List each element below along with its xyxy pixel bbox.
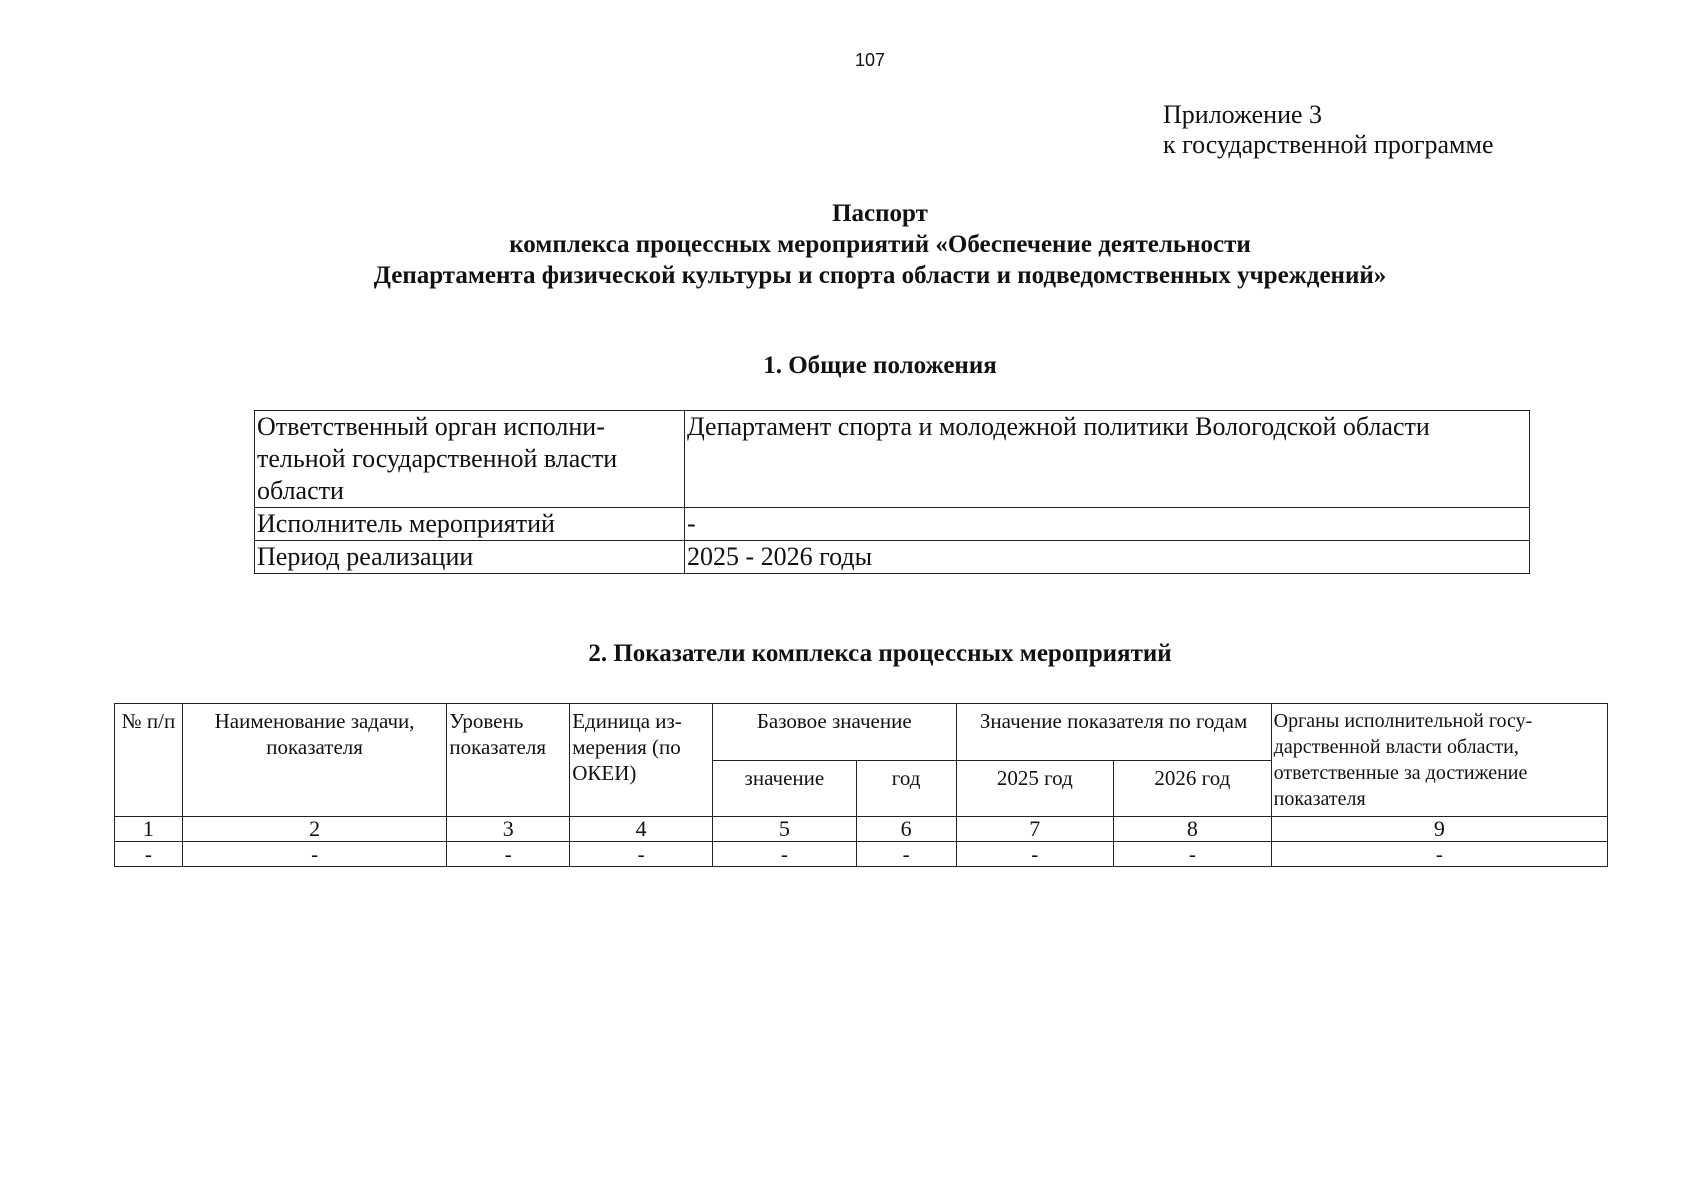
column-number: 9 bbox=[1271, 817, 1607, 842]
header-year-2026: 2026 год bbox=[1114, 760, 1272, 817]
row-value: 2025 - 2026 годы bbox=[685, 541, 1530, 574]
table-cell: - bbox=[115, 842, 183, 867]
appendix-line-2: к государственной программе bbox=[1163, 130, 1494, 159]
header-name: Наименование задачи, показателя bbox=[182, 704, 447, 817]
table-cell: - bbox=[570, 842, 713, 867]
table-row bbox=[255, 541, 1530, 574]
header-responsible-org: Органы исполнительной госу-дарственной власти области, ответственные за достижение показателя bbox=[1271, 704, 1607, 817]
header-values-by-year: Значение показателя по годам bbox=[956, 704, 1271, 761]
table-cell: - bbox=[956, 842, 1114, 867]
table-cell: - bbox=[1114, 842, 1272, 867]
table-cell: - bbox=[447, 842, 570, 867]
appendix-line-1: Приложение 3 bbox=[1163, 100, 1323, 129]
header-row bbox=[115, 704, 1608, 761]
section-1-heading: 1. Общие положения bbox=[763, 352, 997, 379]
header-base: Базовое значение bbox=[713, 704, 957, 761]
column-number: 2 bbox=[182, 817, 447, 842]
column-number: 7 bbox=[956, 817, 1114, 842]
passport-title-line-2: комплекса процессных мероприятий «Обеспечение деятельности bbox=[509, 231, 1251, 258]
header-num: № п/п bbox=[115, 704, 183, 817]
table-cell: - bbox=[713, 842, 857, 867]
row-label: Период реализации bbox=[255, 541, 685, 574]
general-provisions-table bbox=[254, 410, 1530, 574]
table-row bbox=[255, 508, 1530, 541]
row-label: Исполнитель мероприятий bbox=[255, 508, 685, 541]
column-number: 4 bbox=[570, 817, 713, 842]
table-row bbox=[255, 411, 1530, 508]
indicators-table bbox=[114, 703, 1608, 867]
passport-title-line-3: Департамента физической культуры и спорта области и подведомственных учреждений» bbox=[373, 262, 1387, 289]
appendix-note bbox=[1163, 100, 1494, 160]
section-2-heading: 2. Показатели комплекса процессных мероприятий bbox=[588, 640, 1172, 667]
table-cell: - bbox=[856, 842, 956, 867]
header-base-value: значение bbox=[713, 760, 857, 817]
table-row bbox=[115, 842, 1608, 867]
row-label: Ответственный орган исполни-тельной государственной власти области bbox=[255, 411, 685, 508]
passport-title bbox=[0, 198, 1697, 291]
header-year-2025: 2025 год bbox=[956, 760, 1114, 817]
column-number: 6 bbox=[856, 817, 956, 842]
header-level: Уровень показателя bbox=[447, 704, 570, 817]
column-number: 3 bbox=[447, 817, 570, 842]
column-number: 8 bbox=[1114, 817, 1272, 842]
column-numbers-row bbox=[115, 817, 1608, 842]
page-number: 107 bbox=[854, 50, 886, 70]
column-number: 5 bbox=[713, 817, 857, 842]
table-cell: - bbox=[1271, 842, 1607, 867]
row-value: Департамент спорта и молодежной политики Вологодской области bbox=[685, 411, 1530, 508]
passport-title-line-1: Паспорт bbox=[832, 200, 928, 227]
column-number: 1 bbox=[115, 817, 183, 842]
row-value: - bbox=[685, 508, 1530, 541]
table-cell: - bbox=[182, 842, 447, 867]
header-base-year: год bbox=[856, 760, 956, 817]
header-unit: Единица из-мерения (по ОКЕИ) bbox=[570, 704, 713, 817]
